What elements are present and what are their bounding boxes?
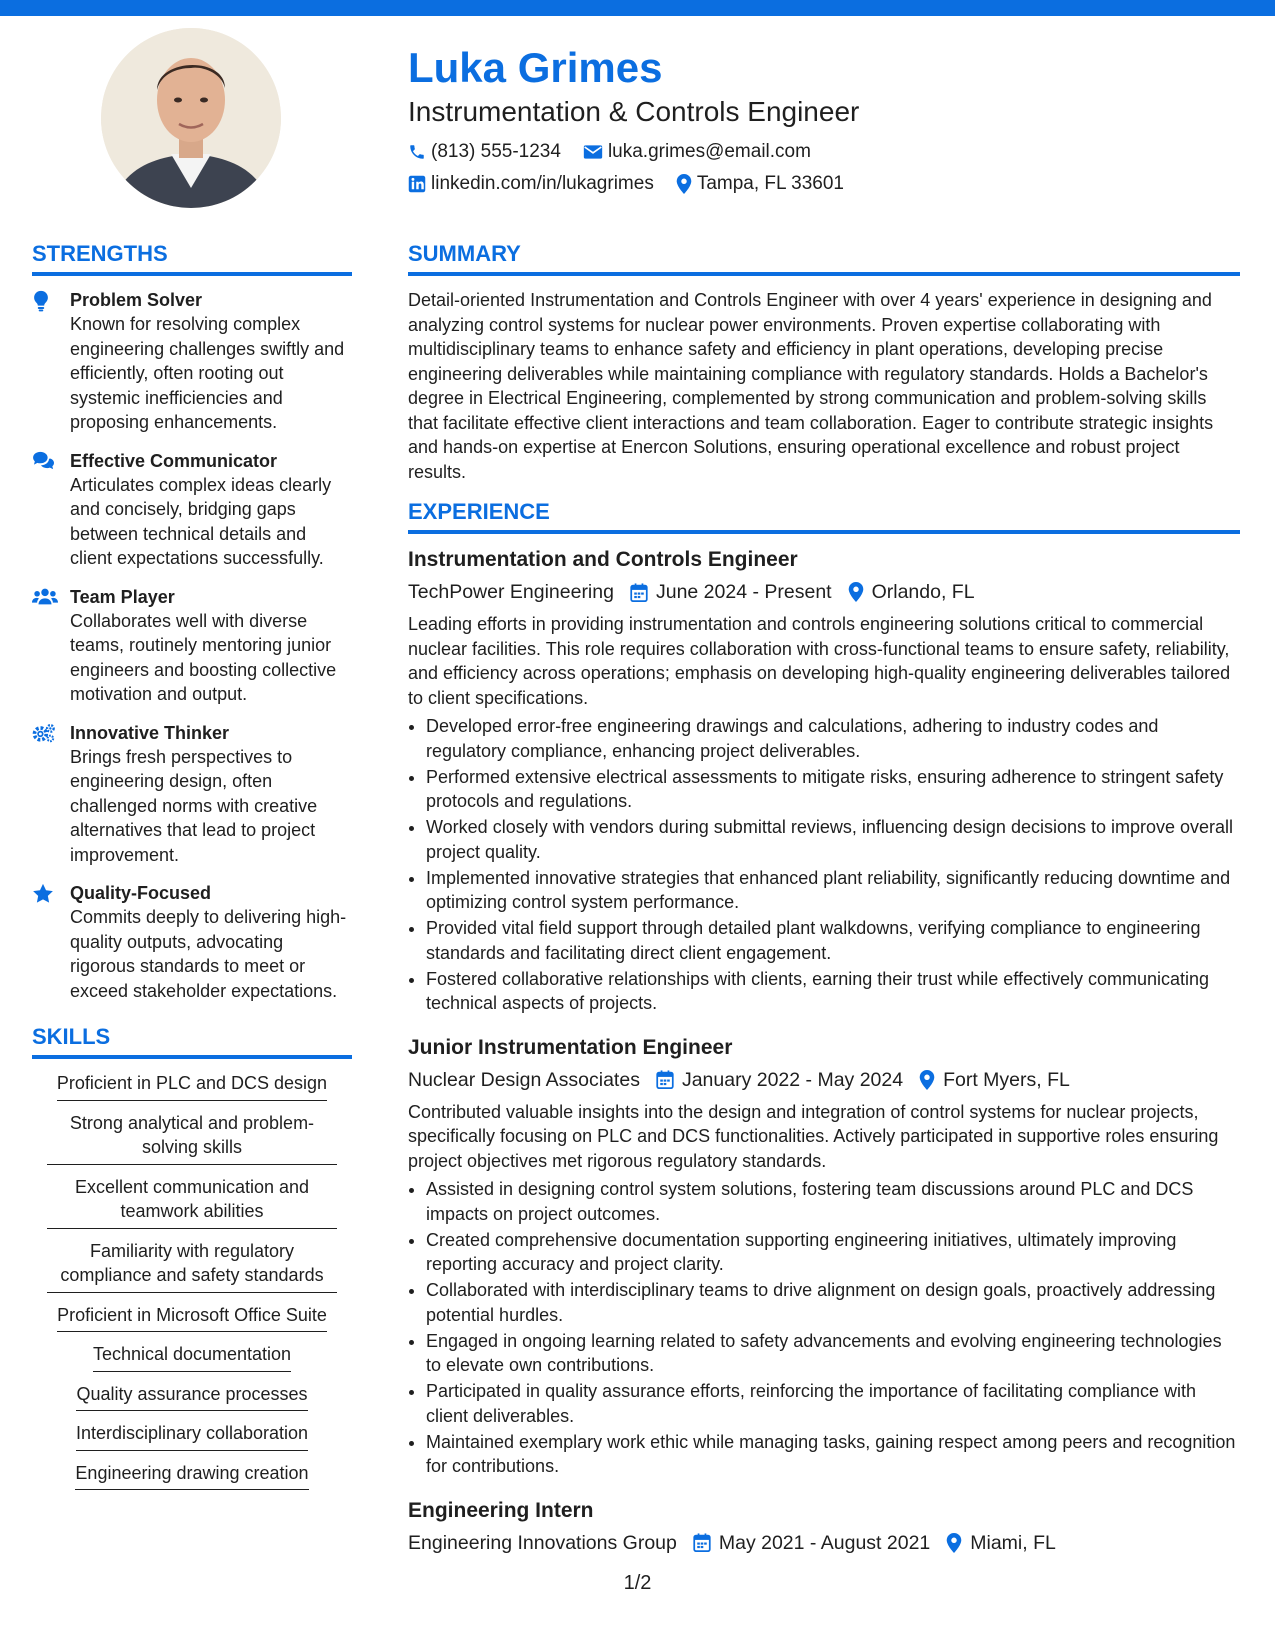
phone-contact[interactable] — [408, 141, 561, 163]
job-description: Contributed valuable insights into the design and integration of control systems for nuclear projects, specifically focusing on PLC and DCS functionalities. Actively participated in supportive roles ensuring project objectives met rigorous regulatory standards. — [408, 1101, 1219, 1171]
job-entry — [408, 1034, 1240, 1479]
strength-item — [32, 288, 352, 435]
job-meta — [408, 578, 1240, 606]
strengths-heading: STRENGTHS — [32, 240, 352, 276]
strength-title: Effective Communicator — [70, 450, 278, 471]
contact-row-1 — [408, 136, 1238, 168]
job-location: Miami, FL — [970, 1531, 1056, 1554]
profile-photo — [101, 28, 281, 208]
skill-item: Proficient in Microsoft Office Suite — [57, 1303, 327, 1333]
job-company: Engineering Innovations Group — [408, 1531, 677, 1554]
skill-item: Strong analytical and problem-solving skills — [47, 1111, 337, 1165]
candidate-name: Luka Grimes — [408, 44, 663, 91]
skill-item: Proficient in PLC and DCS design — [57, 1071, 327, 1101]
strength-desc: Articulates complex ideas clearly and concisely, bridging gaps between technical details and client expectations successfully. — [70, 474, 332, 568]
right-column — [408, 240, 1240, 1563]
list-item: • Collaborated with interdisciplinary teams to drive alignment on design goals, proactively addressing potential hurdles. — [426, 1278, 1240, 1327]
gears-icon — [32, 723, 56, 743]
strength-title: Team Player — [70, 586, 175, 607]
job-company: Nuclear Design Associates — [408, 1068, 640, 1091]
job-dates: June 2024 - Present — [655, 581, 832, 603]
skill-item: Engineering drawing creation — [75, 1461, 308, 1491]
map-pin-icon — [848, 582, 864, 602]
summary-heading: SUMMARY — [408, 240, 1240, 276]
resume-header — [408, 42, 1238, 200]
contact-row-2 — [408, 168, 1238, 200]
list-item: • Created comprehensive documentation supporting engineering initiatives, ultimately improving reporting accuracy and project clarity. — [426, 1228, 1240, 1277]
job-bullets — [408, 1177, 1240, 1479]
skill-item: Interdisciplinary collaboration — [76, 1421, 308, 1451]
job-location: Orlando, FL — [871, 581, 975, 603]
job-entry — [408, 1497, 1240, 1557]
job-entry — [408, 546, 1240, 1016]
lightbulb-icon — [32, 290, 50, 312]
envelope-icon — [583, 143, 603, 161]
calendar-icon — [630, 583, 648, 602]
strength-item — [32, 585, 352, 707]
chat-bubbles-icon — [32, 451, 56, 471]
skill-item: Technical documentation — [93, 1342, 291, 1372]
skills-list — [32, 1071, 352, 1490]
list-item: • Worked closely with vendors during submittal reviews, influencing design decisions to improve overall project quality. — [426, 815, 1240, 864]
map-pin-icon — [919, 1070, 935, 1090]
list-item: • Implemented innovative strategies that enhanced plant reliability, significantly reducing downtime and optimizing control system performance. — [426, 866, 1240, 915]
strength-title: Problem Solver — [70, 290, 203, 310]
location-text: Tampa, FL 33601 — [696, 173, 844, 194]
strength-title: Quality-Focused — [70, 883, 212, 903]
experience-heading: EXPERIENCE — [408, 498, 1240, 534]
candidate-title: Instrumentation & Controls Engineer — [408, 96, 860, 127]
top-accent-bar — [0, 0, 1275, 16]
list-item: • Developed error-free engineering drawings and calculations, adhering to industry codes and regulatory compliance, enhancing project deliverables. — [426, 714, 1240, 763]
phone-icon — [408, 143, 426, 161]
strength-item — [32, 881, 352, 1003]
job-meta — [408, 1066, 1240, 1094]
job-meta — [408, 1529, 1240, 1557]
skill-item: Excellent communication and teamwork abilities — [47, 1175, 337, 1229]
list-item: • Maintained exemplary work ethic while managing tasks, gaining respect among peers and recognition for contributions. — [426, 1430, 1240, 1479]
skill-item: Quality assurance processes — [76, 1382, 307, 1412]
linkedin-text: linkedin.com/in/lukagrimes — [431, 173, 654, 194]
page-number: 1/2 — [623, 1572, 652, 1594]
strength-item — [32, 721, 352, 868]
job-dates: January 2022 - May 2024 — [681, 1068, 904, 1091]
linkedin-contact[interactable] — [408, 173, 654, 195]
job-role: Engineering Intern — [408, 1498, 594, 1522]
profile-photo-illustration — [101, 28, 281, 208]
job-description: Leading efforts in providing instrumentation and controls engineering solutions critical to commercial nuclear facilities. This role requires collaboration with cross-functional teams to ensure safety, reliability, and efficiency across operations; emphasis on developing high-quality engineering deliverables tailored to client specifications. — [408, 614, 1231, 708]
job-role: Instrumentation and Controls Engineer — [408, 548, 798, 571]
skill-item: Familiarity with regulatory compliance and safety standards — [47, 1239, 337, 1293]
list-item: • Assisted in designing control system solutions, fostering team discussions around PLC and DCS impacts on project outcomes. — [426, 1177, 1240, 1226]
skills-heading: SKILLS — [32, 1023, 352, 1059]
strength-item — [32, 449, 352, 571]
left-column — [32, 240, 352, 1500]
summary-text: Detail-oriented Instrumentation and Controls Engineer with over 4 years' experience in designing and analyzing control systems for nuclear power environments. Proven expertise collaborating with multidisciplinary teams to enhance safety and efficiency in plant operations, developing precise engineering deliverables while maintaining compliance with regulatory standards. Holds a Bachelor's degree in Electrical Engineering, complemented by strong communication and problem-solving skills that facilitate effective client interactions and team collaboration. Eager to contribute strategic insights and hands-on expertise at Enercon Solutions, ensuring operational excellence and robust project results. — [408, 290, 1214, 482]
list-item: • Provided vital field support through detailed plant walkdowns, verifying compliance to engineering standards and facilitating direct client engagement. — [426, 916, 1240, 965]
job-bullets — [408, 714, 1240, 1016]
strength-desc: Brings fresh perspectives to engineering design, often challenged norms with creative alternatives that lead to project improvement. — [70, 746, 318, 865]
list-item: • Fostered collaborative relationships with clients, earning their trust while effectively communicating technical aspects of projects. — [426, 967, 1240, 1016]
list-item: • Engaged in ongoing learning related to safety advancements and evolving engineering technologies to elevate own contributions. — [426, 1329, 1240, 1378]
list-item: • Performed extensive electrical assessments to mitigate risks, ensuring adherence to stringent safety protocols and regulations. — [426, 765, 1240, 814]
strength-desc: Commits deeply to delivering high-quality outputs, advocating rigorous standards to meet or exceed stakeholder expectations. — [70, 907, 347, 1001]
strength-desc: Collaborates well with diverse teams, routinely mentoring junior engineers and boosting collective motivation and output. — [70, 610, 337, 704]
users-icon — [32, 587, 58, 607]
calendar-icon — [693, 1533, 711, 1552]
star-icon — [32, 883, 54, 904]
email-text: luka.grimes@email.com — [607, 141, 811, 162]
strength-desc: Known for resolving complex engineering challenges swiftly and efficiently, often rooting out systemic inefficiencies and proposing enhancements. — [70, 314, 345, 432]
job-role: Junior Instrumentation Engineer — [408, 1035, 733, 1059]
map-pin-icon — [676, 174, 692, 194]
phone-text: (813) 555-1234 — [431, 141, 561, 162]
location-contact — [676, 173, 844, 195]
job-dates: May 2021 - August 2021 — [718, 1531, 931, 1554]
job-location: Fort Myers, FL — [943, 1068, 1070, 1091]
calendar-icon — [656, 1070, 674, 1089]
map-pin-icon — [946, 1533, 962, 1553]
job-company: TechPower Engineering — [408, 581, 614, 603]
list-item: • Participated in quality assurance efforts, reinforcing the importance of facilitating compliance with client deliverables. — [426, 1379, 1240, 1428]
strength-title: Innovative Thinker — [70, 722, 230, 743]
email-contact[interactable] — [583, 141, 811, 163]
linkedin-icon — [408, 175, 426, 193]
